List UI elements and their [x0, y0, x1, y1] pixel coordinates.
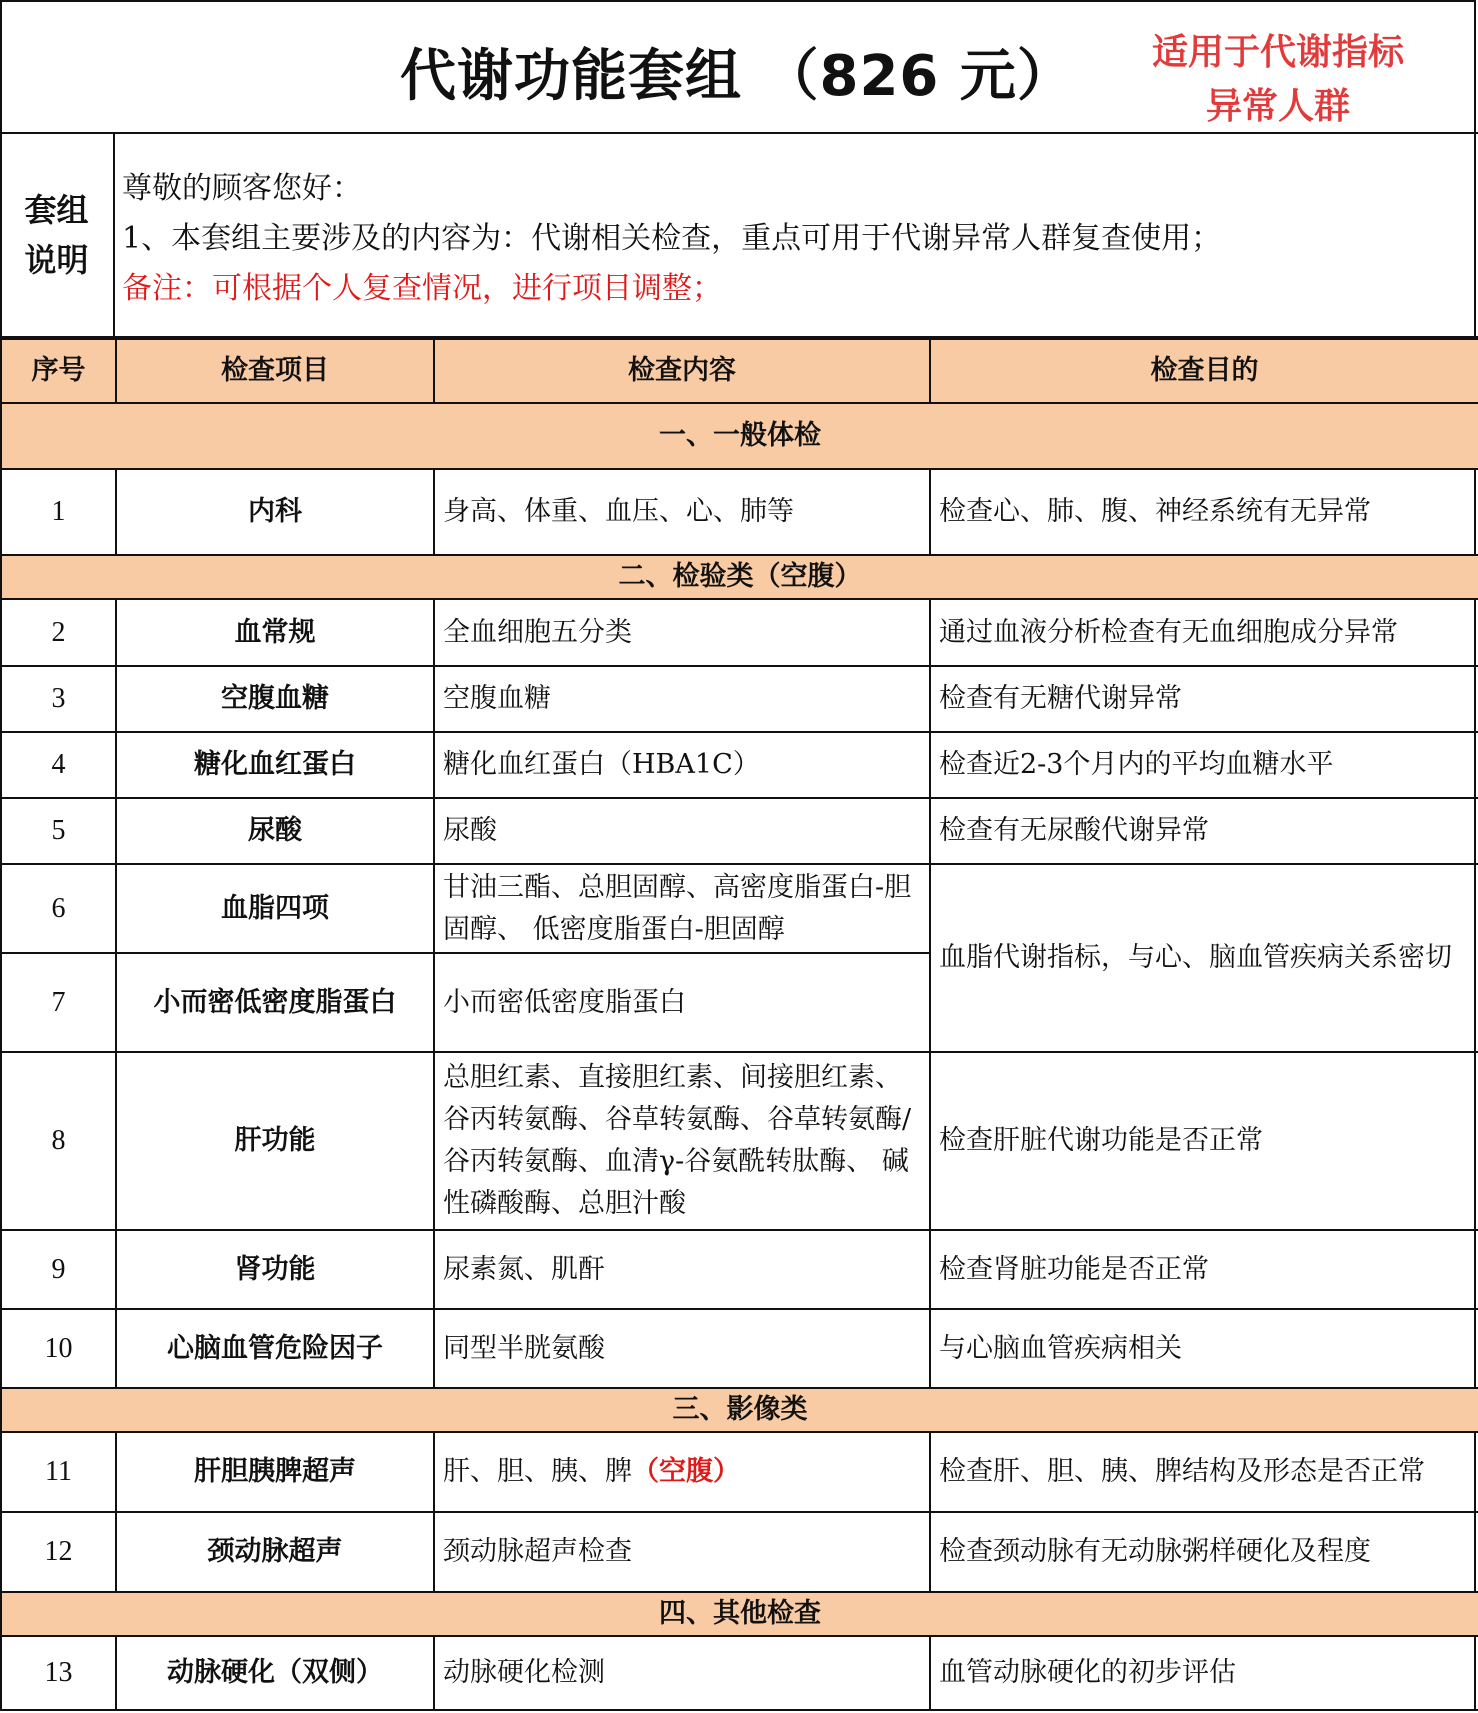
row-purpose: 检查肝脏代谢功能是否正常	[930, 1052, 1478, 1230]
row-item: 小而密低密度脂蛋白	[116, 953, 434, 1052]
row-item: 空腹血糖	[116, 666, 434, 732]
section-imaging: 三、影像类	[1, 1388, 1478, 1432]
row-content: 空腹血糖	[434, 666, 930, 732]
header-content: 检查内容	[434, 339, 930, 403]
row-item: 糖化血红蛋白	[116, 732, 434, 798]
row-item: 肾功能	[116, 1230, 434, 1309]
row-item: 内科	[116, 469, 434, 555]
description-body	[122, 164, 1221, 314]
row-purpose: 与心脑血管疾病相关	[930, 1309, 1478, 1388]
target-group-note-line2: 异常人群	[1205, 86, 1350, 127]
row-content: 小而密低密度脂蛋白	[434, 953, 930, 1052]
fasting-note: （空腹）	[632, 1456, 740, 1487]
table-row	[1, 798, 1478, 864]
package-description	[0, 134, 1478, 338]
row-purpose: 通过血液分析检查有无血细胞成分异常	[930, 599, 1478, 666]
section-row	[1, 1592, 1478, 1636]
row-purpose: 检查心、肺、腹、神经系统有无异常	[930, 469, 1478, 555]
row-purpose: 检查有无糖代谢异常	[930, 666, 1478, 732]
section-lab: 二、检验类（空腹）	[1, 555, 1478, 599]
row-purpose: 检查肾脏功能是否正常	[930, 1230, 1478, 1309]
row-content: 身高、体重、血压、心、肺等	[434, 469, 930, 555]
header-item: 检查项目	[116, 339, 434, 403]
row-purpose: 检查肝、胆、胰、脾结构及形态是否正常	[930, 1432, 1478, 1512]
row-purpose: 血管动脉硬化的初步评估	[930, 1636, 1478, 1710]
table-row	[1, 666, 1478, 732]
description-label	[0, 134, 115, 336]
description-label-line2: 说明	[24, 241, 89, 279]
table-row	[1, 599, 1478, 666]
header-purpose: 检查目的	[930, 339, 1478, 403]
row-purpose: 检查有无尿酸代谢异常	[930, 798, 1478, 864]
row-content-text: 肝、胆、胰、脾	[443, 1456, 632, 1487]
remark: 备注：可根据个人复查情况，进行项目调整；	[122, 271, 722, 306]
table-row	[1, 864, 1478, 953]
table-row	[1, 1052, 1478, 1230]
row-no: 2	[1, 599, 116, 666]
row-no: 12	[1, 1512, 116, 1592]
row-content: 尿酸	[434, 798, 930, 864]
row-no: 5	[1, 798, 116, 864]
row-content: 动脉硬化检测	[434, 1636, 930, 1710]
table-row	[1, 1636, 1478, 1710]
row-no: 11	[1, 1432, 116, 1512]
row-item: 血常规	[116, 599, 434, 666]
table-header-row	[1, 339, 1478, 403]
row-content: 糖化血红蛋白（HBA1C）	[434, 732, 930, 798]
section-other: 四、其他检查	[1, 1592, 1478, 1636]
table-row	[1, 1512, 1478, 1592]
description-line1: 1、本套组主要涉及的内容为：代谢相关检查，重点可用于代谢异常人群复查使用；	[122, 221, 1222, 256]
row-item: 颈动脉超声	[116, 1512, 434, 1592]
table-row	[1, 732, 1478, 798]
row-item: 血脂四项	[116, 864, 434, 953]
row-no: 13	[1, 1636, 116, 1710]
title-bar	[0, 0, 1478, 134]
greeting: 尊敬的顾客您好：	[122, 171, 362, 206]
row-content: 总胆红素、直接胆红素、间接胆红素、谷丙转氨酶、谷草转氨酶、谷草转氨酶/谷丙转氨酶、血清γ-谷氨酰转肽酶、 碱性磷酸酶、总胆汁酸	[434, 1052, 930, 1230]
row-no: 9	[1, 1230, 116, 1309]
header-no: 序号	[1, 339, 116, 403]
row-content: 同型半胱氨酸	[434, 1309, 930, 1388]
section-row	[1, 555, 1478, 599]
row-purpose: 检查近2-3个月内的平均血糖水平	[930, 732, 1478, 798]
row-item: 动脉硬化（双侧）	[116, 1636, 434, 1710]
row-content: 全血细胞五分类	[434, 599, 930, 666]
row-item: 肝功能	[116, 1052, 434, 1230]
row-item: 肝胆胰脾超声	[116, 1432, 434, 1512]
row-content	[434, 1432, 930, 1512]
table-row	[1, 1230, 1478, 1309]
row-no: 4	[1, 732, 116, 798]
row-no: 10	[1, 1309, 116, 1388]
row-no: 3	[1, 666, 116, 732]
row-item: 尿酸	[116, 798, 434, 864]
row-no: 7	[1, 953, 116, 1052]
row-content: 尿素氮、肌酐	[434, 1230, 930, 1309]
row-purpose: 检查颈动脉有无动脉粥样硬化及程度	[930, 1512, 1478, 1592]
table-row	[1, 1309, 1478, 1388]
page-title: 代谢功能套组 （826 元）	[400, 44, 1074, 109]
section-general: 一、一般体检	[1, 403, 1478, 469]
section-row	[1, 1388, 1478, 1432]
table-row	[1, 1432, 1478, 1512]
exam-table	[0, 338, 1478, 1711]
row-no: 1	[1, 469, 116, 555]
table-row	[1, 469, 1478, 555]
row-purpose: 血脂代谢指标，与心、脑血管疾病关系密切	[930, 864, 1478, 1052]
row-content: 颈动脉超声检查	[434, 1512, 930, 1592]
description-label-line1: 套组	[24, 191, 89, 229]
row-no: 8	[1, 1052, 116, 1230]
target-group-note-line1: 适用于代谢指标	[1151, 32, 1404, 73]
section-row	[1, 403, 1478, 469]
row-no: 6	[1, 864, 116, 953]
target-group-note	[1118, 26, 1438, 134]
row-content: 甘油三酯、总胆固醇、高密度脂蛋白-胆固醇、 低密度脂蛋白-胆固醇	[434, 864, 930, 953]
row-item: 心脑血管危险因子	[116, 1309, 434, 1388]
